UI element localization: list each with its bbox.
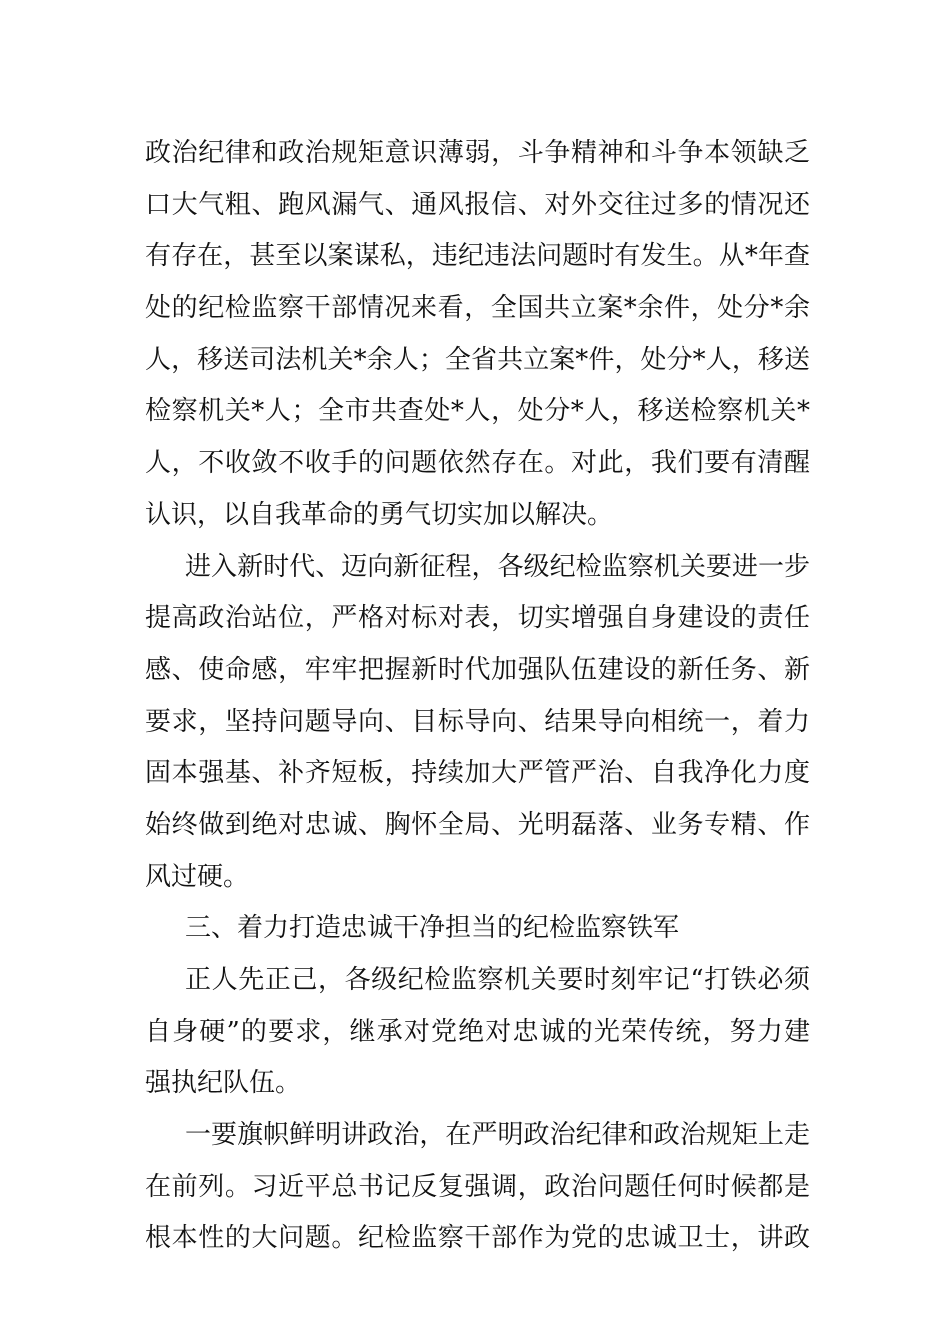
text-line: 人，不收敛不收手的问题依然存在。对此，我们要有清醒 [145,448,810,479]
text-line: 强执纪队伍。 [145,1068,302,1099]
text-line: 自身硬”的要求，继承对党绝对忠诚的光荣传统，努力建 [145,1016,810,1047]
text-line: 人，移送司法机关*余人；全省共立案*件，处分*人，移送 [145,344,810,375]
text-line: 有存在，甚至以案谋私，违纪违法问题时有发生。从*年查 [145,241,810,272]
document-body [145,128,810,1265]
text-line: 处的纪检监察干部情况来看，全国共立案*余件，处分*余 [145,293,810,324]
text-line: 在前列。习近平总书记反复强调，政治问题任何时候都是 [145,1171,810,1202]
text-line: 正人先正己，各级纪检监察机关要时刻牢记“打铁必须 [185,965,810,995]
section-heading: 三、着力打造忠诚干净担当的纪检监察铁军 [185,913,680,944]
text-line: 感、使命感，牢牢把握新时代加强队伍建设的新任务、新 [145,654,810,685]
text-line: 固本强基、补齐短板，持续加大严管严治、自我净化力度 [145,758,810,789]
text-line: 根本性的大问题。纪检监察干部作为党的忠诚卫士，讲政 [145,1223,810,1254]
text-line: 政治纪律和政治规矩意识薄弱，斗争精神和斗争本领缺乏 [145,138,810,168]
text-line: 进入新时代、迈向新征程，各级纪检监察机关要进一步 [185,551,810,582]
text-line: 提高政治站位，严格对标对表，切实增强自身建设的责任 [145,603,810,634]
text-line: 始终做到绝对忠诚、胸怀全局、光明磊落、业务专精、作 [145,809,810,840]
text-line: 风过硬。 [145,861,250,892]
text-line: 检察机关*人；全市共查处*人，处分*人，移送检察机关* [145,396,810,427]
text-line: 要求，坚持问题导向、目标导向、结果导向相统一，着力 [145,706,810,737]
text-line: 认识，以自我革命的勇气切实加以解决。 [145,499,614,530]
text-line: 口大气粗、跑风漏气、通风报信、对外交往过多的情况还 [145,189,810,220]
text-line: 一要旗帜鲜明讲政治，在严明政治纪律和政治规矩上走 [185,1120,810,1151]
